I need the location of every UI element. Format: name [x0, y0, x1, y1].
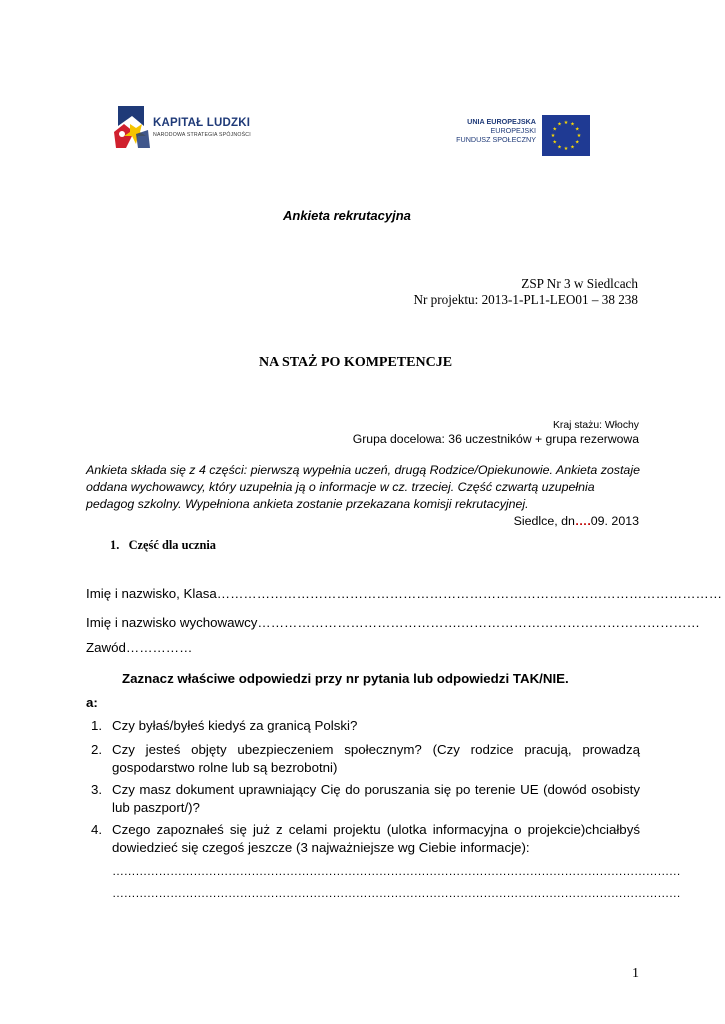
name-class-field: Imię i nazwisko, Klasa……………………………………………………………………………………………………: [86, 586, 723, 601]
kapital-ludzki-logo: [112, 104, 152, 152]
date-prefix: Siedlce, dn: [513, 514, 575, 528]
a-label: a:: [86, 695, 98, 710]
questions-list: [86, 717, 640, 867]
question-number: 4.: [91, 822, 103, 837]
answer-line: …………………………………………………………………………………………………………………………………: [112, 886, 681, 900]
question-number: 2.: [91, 742, 103, 757]
project-number: Nr projektu: 2013-1-PL1-LEO01 – 38 238: [413, 292, 638, 307]
eu-star-icon: ★: [570, 144, 575, 151]
section-1-heading: 1. Część dla ucznia: [110, 538, 216, 552]
profession-field: Zawód……………: [86, 640, 193, 655]
eu-flag-icon: [542, 115, 590, 156]
eu-star-icon: ★: [557, 121, 562, 128]
date-suffix: 09. 2013: [590, 514, 639, 528]
ue-title: UNIA EUROPEJSKA: [467, 117, 536, 126]
eu-star-icon: ★: [552, 139, 557, 146]
ue-logo-text: [436, 117, 536, 144]
country-label: Kraj stażu: Włochy: [552, 420, 639, 431]
eu-star-icon: ★: [575, 139, 580, 146]
date-line: [514, 514, 639, 528]
question-number: 1.: [91, 718, 103, 733]
page-number: 1: [632, 966, 639, 981]
date-dots: ….: [574, 514, 591, 528]
eu-star-icon: ★: [552, 126, 557, 133]
eu-star-icon: ★: [557, 144, 562, 151]
target-group: Grupa docelowa: 36 uczestników + grupa rezerwowa: [352, 432, 639, 446]
eu-star-icon: ★: [563, 146, 569, 152]
main-title: NA STAŻ PO KOMPETENCJE: [259, 355, 453, 370]
question-text: Czy masz dokument uprawniający Cię do poruszania się po terenie UE (dowód osobisty lub paszport/)?: [112, 782, 640, 815]
question-text: Czego zapoznałeś się już z celami projektu (ulotka informacyjna o projekcie)chciałbyś dowiedzieć się czegoś jeszcze (3 najważniejsze wg Ciebie informacje):: [112, 822, 640, 855]
ue-line-3: FUNDUSZ SPOŁECZNY: [456, 135, 536, 144]
school-name: ZSP Nr 3 w Siedlcach: [521, 276, 638, 291]
answer-line: …………………………………………………………………………………………………………………………………: [112, 864, 681, 878]
eu-star-icon: ★: [563, 120, 569, 126]
question-text: Czy byłaś/byłeś kiedyś za granicą Polski?: [112, 718, 358, 733]
eu-star-icon: ★: [570, 121, 575, 128]
teacher-field: Imię i nazwisko wychowawcy……………………………………….………………………………………………: [86, 615, 700, 630]
eu-star-icon: ★: [575, 126, 580, 133]
instruction: Zaznacz właściwe odpowiedzi przy nr pytania lub odpowiedzi TAK/NIE.: [122, 671, 569, 686]
question-text: Czy jesteś objęty ubezpieczeniem społecznym? (Czy rodzice pracują, prowadzą gospodarstwo rolne lub są bezrobotni): [112, 742, 640, 775]
kapital-ludzki-title: KAPITAŁ LUDZKI: [153, 117, 251, 129]
survey-title: Ankieta rekrutacyjna: [283, 208, 411, 223]
ue-line-2: EUROPEJSKI: [490, 126, 536, 135]
eu-star-icon: ★: [576, 133, 582, 139]
question-number: 3.: [91, 782, 103, 797]
kapital-ludzki-subtitle: NARODOWA STRATEGIA SPÓJNOŚCI: [153, 132, 251, 138]
intro-paragraph: Ankieta składa się z 4 części: pierwszą wypełnia uczeń, drugą Rodzice/Opiekunowie. Ankieta zostaje oddana wychowawcy, który uzupełnia ją o informacje w cz. trzeciej. Część czwartą uzupełnia pedagog szkolny. Wypełniona ankieta zostanie przekazana komisji rekrutacyjnej.: [86, 463, 640, 511]
eu-star-icon: ★: [550, 133, 556, 139]
